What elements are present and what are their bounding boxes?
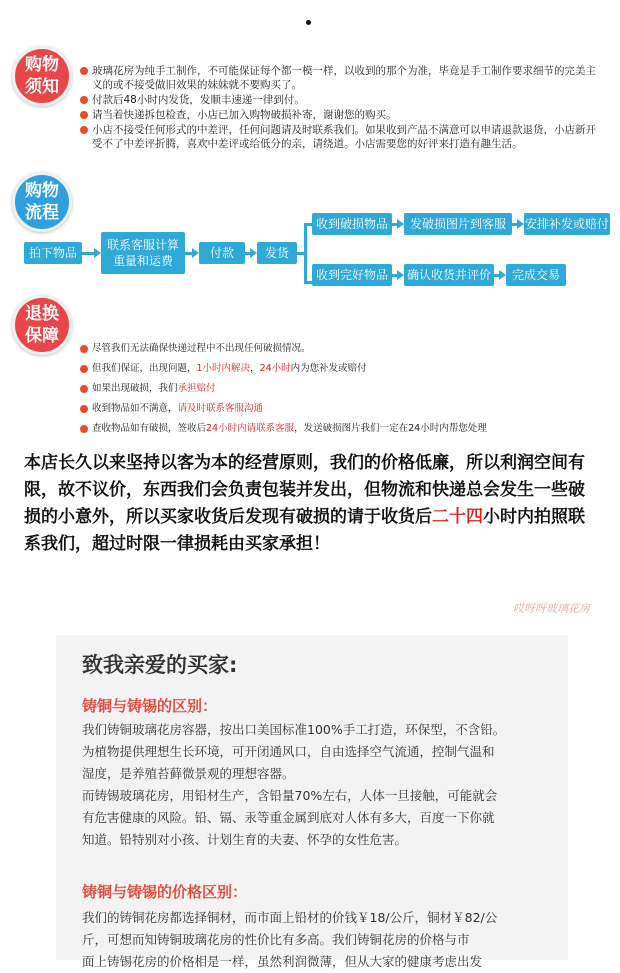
- flow-send-photo: 发破损图片到客服: [404, 213, 512, 235]
- flow-confirm: 确认收货并评价: [404, 264, 494, 286]
- notice-list: [80, 64, 605, 152]
- bullet-icon: [80, 126, 88, 134]
- store-statement: [24, 450, 599, 558]
- notice-item: [80, 123, 605, 151]
- section2-line: 斤，可想而知铸铜玻璃花房的性价比有多高。我们铸铜花房的价格与市: [82, 932, 470, 947]
- notice-badge-line2: 须知: [25, 77, 59, 97]
- returns-highlight: 24小时: [259, 363, 291, 374]
- statement-text-end: 小时内拍照联系我们，超过时限一律损耗由买家承担！: [24, 507, 585, 554]
- returns-item: [80, 419, 605, 439]
- statement-text: 本店长久以来坚持以客为本的经营原则，我们的价格低廉，所以利润空间有限，故不议价，东西我们会负责包装并发出，但物流和快递总会发生一些破损的小意外，所以买家收货后发现有破损的请于收货后: [24, 453, 585, 527]
- returns-text: 内为您补发或赔付: [290, 363, 367, 374]
- process-badge-line1: 购物: [25, 181, 59, 201]
- section2-line: 面上铸锡花房的价格相是一样，虽然利润微薄，但从大家的健康考虑出发: [82, 954, 483, 969]
- notice-text: 付款后48小时内发货，发顺丰速递一律到付。: [92, 94, 305, 106]
- flow-resend: 安排补发或赔付: [524, 213, 610, 235]
- returns-highlight: 24小时内请联系客服: [206, 423, 295, 434]
- notice-item: [80, 108, 605, 122]
- section1-line: 知道。铅特别对小孩、计划生育的夫妻、怀孕的女性危害。: [82, 832, 408, 847]
- returns-text: 如果出现破损，我们: [92, 383, 178, 394]
- returns-text: 收到物品如不满意，: [92, 403, 178, 414]
- flow-connector: [304, 281, 312, 284]
- returns-list: [80, 339, 605, 439]
- arrow-right-icon: [517, 219, 524, 229]
- flow-contact-line2: 重量和运费: [112, 254, 173, 268]
- returns-item: [80, 359, 605, 379]
- process-badge-line2: 流程: [25, 203, 59, 223]
- section1-line: 有危害健康的风险。铅、镉、汞等重金属到底对人体有多大，百度一下你就: [82, 810, 495, 825]
- returns-badge-line1: 退换: [25, 304, 59, 324]
- arrow-right-icon: [94, 248, 101, 258]
- returns-text: 但我们保证，出现问题，: [92, 363, 197, 374]
- statement-highlight: 二十四: [432, 507, 483, 527]
- notice-text: 玻璃花房为纯手工制作，不可能保证每个都一模一样，以收到的那个为准，毕竟是手工制作要求细节的完美主义的或不接受做旧效果的妹妹就不要购买了。: [92, 65, 596, 91]
- arrow-right-icon: [250, 248, 257, 258]
- returns-badge: [12, 295, 72, 355]
- watermark: 哎呀呀玻璃花房: [513, 602, 590, 615]
- section2-body: [82, 907, 552, 973]
- notice-text: 请当着快递拆包检查，小店已加入购物破损补寄，谢谢您的购买。: [92, 109, 397, 121]
- section1-line: 湿度，是养殖苔藓微景观的理想容器。: [82, 766, 295, 781]
- notice-badge-line1: 购物: [25, 55, 59, 75]
- flow-done: 完成交易: [506, 264, 566, 286]
- bullet-icon: [80, 111, 88, 119]
- arrow-right-icon: [397, 219, 404, 229]
- section1-line: 而铸锡玻璃花房，用铅材生产，含铅量70%左右，人体一旦接触，可能就会: [82, 788, 498, 803]
- notice-badge: [12, 46, 72, 106]
- arrow-right-icon: [192, 248, 199, 258]
- letter-title: 致我亲爱的买家:: [82, 653, 238, 677]
- flow-connector: [304, 223, 312, 226]
- flow-pay: 付款: [199, 242, 245, 264]
- returns-badge-line2: 保障: [25, 326, 59, 346]
- returns-text: ，发送破损图片我们一定在24小时内帮您处理: [294, 423, 487, 434]
- bullet-icon: [80, 67, 88, 75]
- section1-line: 我们铸铜玻璃花房容器，按出口美国标准100%手工打造，环保型，不含铅。: [82, 722, 506, 737]
- flow-ship: 发货: [257, 242, 297, 264]
- section1-title: 铸铜与铸锡的区别：: [82, 697, 218, 715]
- returns-text: 尽管我们无法确保快递过程中不出现任何破损情况。: [92, 343, 311, 354]
- bullet-icon: [80, 425, 88, 433]
- flow-start: 拍下物品: [24, 242, 82, 264]
- purchase-flow: [0, 200, 620, 290]
- notice-item: [80, 93, 605, 107]
- letter-panel: [56, 635, 568, 969]
- bullet-icon: [80, 405, 88, 413]
- section1-body: [82, 719, 552, 851]
- section2-title: 铸铜与铸锡的价格区别：: [82, 883, 248, 901]
- returns-item: [80, 379, 605, 399]
- top-dot: [306, 20, 311, 25]
- notice-text: 小店不接受任何形式的中差评，任何问题请及时联系我们。如果收到产品不满意可以申请退款退货，小店新开受不了中差评折腾，喜欢中差评或给低分的亲，请绕道。小店需要您的好评来打造有趣生活。: [92, 124, 596, 150]
- returns-highlight: 请及时联系客服沟通: [177, 403, 264, 414]
- flow-contact-line1: 联系客服计算: [106, 238, 179, 252]
- flow-contact: [101, 232, 185, 274]
- section1-line: 为植物提供理想生长环境，可开闭通风口，自由选择空气流通，控制气温和: [82, 744, 495, 759]
- bullet-icon: [80, 385, 88, 393]
- returns-highlight: 承担赔付: [177, 383, 216, 394]
- returns-item: [80, 339, 605, 359]
- bullet-icon: [80, 365, 88, 373]
- returns-text: ，: [250, 363, 260, 374]
- arrow-right-icon: [397, 270, 404, 280]
- returns-text: 查收物品如有破损，签收后: [92, 423, 207, 434]
- bullet-icon: [80, 345, 88, 353]
- returns-item: [80, 399, 605, 419]
- flow-intact: 收到完好物品: [312, 264, 392, 286]
- notice-item: [80, 64, 605, 92]
- section2-line: 我们的铸铜花房都选择铜材，而市面上铅材的价钱￥18/公斤，铜材￥82/公: [82, 910, 498, 925]
- flow-damaged: 收到破损物品: [312, 213, 392, 235]
- returns-highlight: 1小时内解决: [196, 363, 251, 374]
- flow-branch: [304, 223, 307, 283]
- arrow-right-icon: [499, 270, 506, 280]
- bullet-icon: [80, 96, 88, 104]
